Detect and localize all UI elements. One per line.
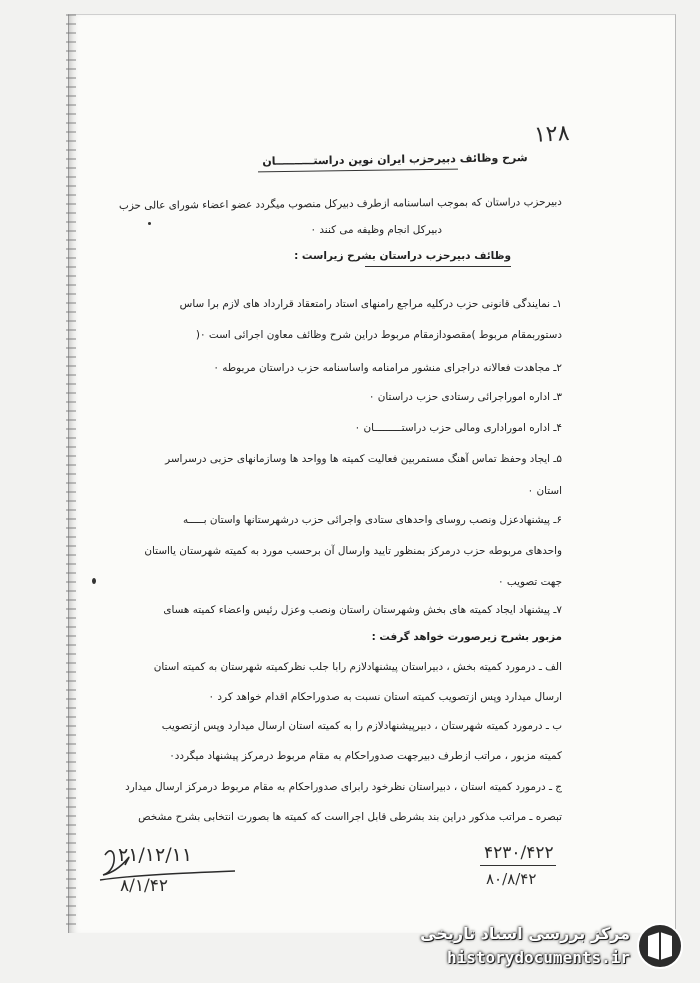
duties-heading: وظائف دبیرحزب دراستان بشرح زیراست :	[294, 250, 511, 262]
item-1: ۱ـ نمایندگی قانونی حزب درکلیه مراجع رامنهای استاد رامتعقاد قرارداد های لازم برا ساس	[179, 298, 562, 310]
reference-number: ۴۲۳۰/۴۲۲	[484, 843, 554, 863]
item-6-cont-2: جهت تصویب ٠	[498, 576, 562, 588]
document-number: ۱۲۸	[533, 121, 571, 148]
item-3: ۳ـ اداره اموراجرائی رستادی حزب دراستان ٠	[368, 391, 562, 403]
item-6-cont: واحدهای مربوطه حزب درمرکز بمنظور تایید وارسال آن برحسب مورد به کمیته شهرستان یااستان	[144, 545, 562, 557]
heading-underline	[365, 266, 511, 267]
sub-item-alef-cont: ارسال میدارد وپس ازتصویب کمیته استان نسبت به صدوراحکام اقدام خواهد کرد ٠	[208, 691, 562, 703]
item-6: ۶ـ پیشنهادعزل ونصب روسای واحدهای ستادی واجرائی حزب درشهرستانها واستان بـــــه	[182, 514, 562, 526]
intro-line-1: دبیرحزب دراستان که بموجب اساسنامه ازطرف دبیرکل منصوب میگردد عضو اعضاء شورای عالی حزب	[119, 196, 563, 212]
watermark-url: historydocuments.ir	[446, 948, 630, 967]
item-5: ۵ـ ایجاد وحفظ تماس آهنگ مستمربین فعالیت کمیته ها وواحد ها وسازمانهای حزبی درسراسر	[165, 453, 562, 465]
item-7-cont: مزبور بشرح زیرصورت خواهد گرفت :	[371, 631, 562, 643]
watermark-name: مرکز بررسی اسناد تاریخی	[420, 924, 630, 943]
item-2: ۲ـ مجاهدت فعالانه دراجرای منشور مرامنامه واساسنامه حزب دراستان مربوطه ٠	[213, 362, 562, 374]
item-5-cont: استان ٠	[527, 485, 562, 497]
document-page	[68, 14, 676, 933]
ink-mark	[92, 578, 96, 584]
sub-item-be-cont: کمیته مزبور ، مراتب ازطرف دبیرجهت صدوراحکام به مقام مربوط درمرکز پیشنهاد میگردد٠	[169, 750, 562, 762]
binding-holes	[66, 14, 76, 932]
document-title: شرح وظائف دبیرحزب ایران نوین دراستــــــــــان	[262, 151, 528, 168]
sub-item-jim: ج ـ درمورد کمیته استان ، دبیراستان نظرخود رابرای صدوراحکام به مقام مربوط درمرکز ارسال میدارد	[125, 781, 562, 793]
item-7: ۷ـ پیشنهاد ایجاد کمیته های بخش وشهرستان راستان ونصب وعزل رئیس واعضاء کمیته هسای	[163, 604, 562, 616]
note-line: تبصره ـ مراتب مذکور دراین بند بشرطی قابل اجرااست که کمیته ها بصورت انتخابی بشرح مشخص	[138, 811, 562, 823]
archive-logo-icon	[636, 922, 684, 970]
reference-divider	[480, 865, 556, 866]
handwritten-annotation: ۲۱/۱۲/۱۱	[118, 844, 193, 866]
item-4: ۴ـ اداره اموراداری ومالی حزب دراستـــــــــان ٠	[354, 422, 562, 434]
ink-speck	[148, 222, 151, 225]
item-1-cont: دستوربمقام مربوط )مقصودازمقام مربوط دراین شرح وظائف معاون اجرائی است ٠(	[195, 329, 562, 341]
reference-date: ۸۰/۸/۴۲	[486, 870, 537, 888]
watermark	[420, 918, 690, 978]
sub-item-alef: الف ـ درمورد کمیته بخش ، دبیراستان پیشنهادلازم رابا جلب نظرکمیته شهرستان به کمیته استان	[153, 661, 562, 673]
handwritten-date: ۸/۱/۴۲	[120, 876, 168, 896]
sub-item-be: ب ـ درمورد کمیته شهرستان ، دبیرپیشنهادلازم را به کمیته استان ارسال میدارد وپس ازتصویب	[161, 720, 562, 732]
intro-line-2: دبیرکل انجام وظیفه می کنند ٠	[310, 224, 442, 236]
